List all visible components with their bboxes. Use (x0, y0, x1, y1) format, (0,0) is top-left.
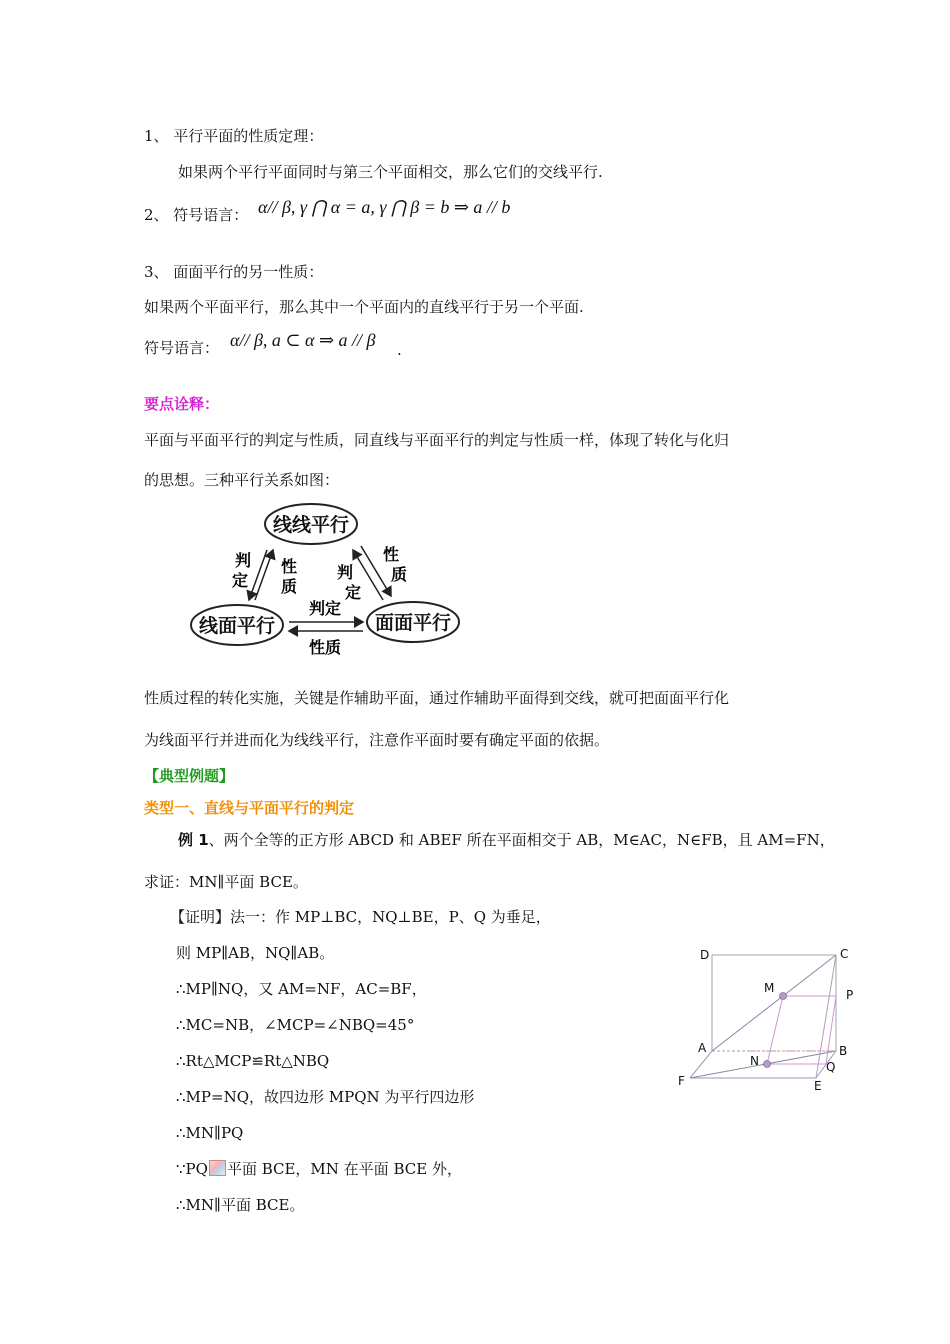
subset-image-icon (209, 1160, 226, 1176)
section1-body: 如果两个平行平面同时与第三个平面相交，那么它们的交线平行. (178, 163, 603, 181)
bottom-prop: 性质 (308, 638, 342, 657)
section3-formula: α// β, a ⊂ α ⇒ a // β (230, 330, 376, 350)
right-prop-1: 性 (382, 545, 400, 564)
key-points-para1-line2: 的思想。三种平行关系如图： (144, 471, 340, 489)
label-A: A (698, 1041, 707, 1055)
section3-symbol-label: 符号语言： (144, 339, 220, 357)
type1-heading: 类型一、直线与平面平行的判定 (144, 799, 355, 817)
label-P: P (846, 988, 854, 1002)
proof-line-9: ∴MN∥平面 BCE。 (176, 1196, 305, 1214)
left-judge-2: 定 (231, 571, 249, 590)
proof-line-3: ∴MP∥NQ，又 AM=NF，AC=BF， (176, 980, 427, 998)
label-B: B (839, 1044, 848, 1058)
proof-line-5: ∴Rt△MCP≌Rt△NBQ (176, 1052, 330, 1070)
example1-label: 例 1 (178, 831, 209, 849)
label-E: E (814, 1079, 822, 1093)
key-points-para1-line1: 平面与平面平行的判定与性质，同直线与平面平行的判定与性质一样，体现了转化与化归 (144, 431, 730, 449)
proof-line-6: ∴MP=NQ，故四边形 MPQN 为平行四边形 (176, 1088, 475, 1106)
example1-text: 、两个全等的正方形 ABCD 和 ABEF 所在平面相交于 AB，M∈AC，N∈FB，且 AM=FN， (208, 831, 835, 849)
right-prop-2: 质 (390, 565, 408, 584)
section3-title: 3、 面面平行的另一性质： (144, 263, 324, 281)
node-left-label: 线面平行 (198, 615, 276, 637)
proof-line-7: ∴MN∥PQ (176, 1124, 244, 1142)
example1-statement-2: 求证：MN∥平面 BCE。 (144, 873, 308, 891)
label-F: F (678, 1074, 685, 1088)
parallel-relations-diagram (185, 500, 470, 665)
right-judge-1: 判 (336, 563, 354, 582)
proof-line-2: 则 MP∥AB，NQ∥AB。 (176, 944, 335, 962)
label-Q: Q (826, 1060, 836, 1074)
section3-body: 如果两个平面平行，那么其中一个平面内的直线平行于另一个平面. (144, 298, 584, 316)
right-judge-2: 定 (344, 583, 362, 602)
key-points-para2-line1: 性质过程的转化实施，关键是作辅助平面，通过作辅助平面得到交线，就可把面面平行化 (144, 689, 730, 707)
examples-heading: 【典型例题】 (144, 767, 235, 785)
section2-label: 2、 符号语言： (144, 206, 249, 224)
proof-line-8 (176, 1159, 462, 1179)
left-prop-2: 质 (280, 577, 298, 596)
section2-formula: α// β, γ ⋂ α = a, γ ⋂ β = b ⇒ a // b (258, 197, 511, 217)
section3-formula-end: . (397, 341, 402, 359)
proof-line-8a: ∵PQ (176, 1160, 208, 1178)
section1-title: 1、 平行平面的性质定理： (144, 127, 324, 145)
label-D: D (700, 948, 710, 962)
label-N: N (750, 1054, 759, 1068)
cube-figure (676, 940, 866, 1095)
proof-line-8b: 平面 BCE，MN 在平面 BCE 外， (226, 1160, 462, 1178)
label-M: M (764, 981, 775, 995)
key-points-heading: 要点诠释： (144, 395, 220, 413)
left-judge-1: 判 (234, 551, 252, 570)
node-right-label: 面面平行 (374, 612, 452, 634)
proof-line-1: 【证明】法一：作 MP⊥BC，NQ⊥BE，P、Q 为垂足， (170, 908, 551, 926)
bottom-judge: 判定 (308, 599, 342, 618)
node-top-label: 线线平行 (272, 514, 350, 536)
proof-line-4: ∴MC=NB，∠MCP=∠NBQ=45° (176, 1016, 415, 1034)
label-C: C (840, 947, 849, 961)
example1-statement (178, 830, 835, 850)
left-prop-1: 性 (280, 557, 298, 576)
key-points-para2-line2: 为线面平行并进而化为线线平行，注意作平面时要有确定平面的依据。 (144, 731, 610, 749)
